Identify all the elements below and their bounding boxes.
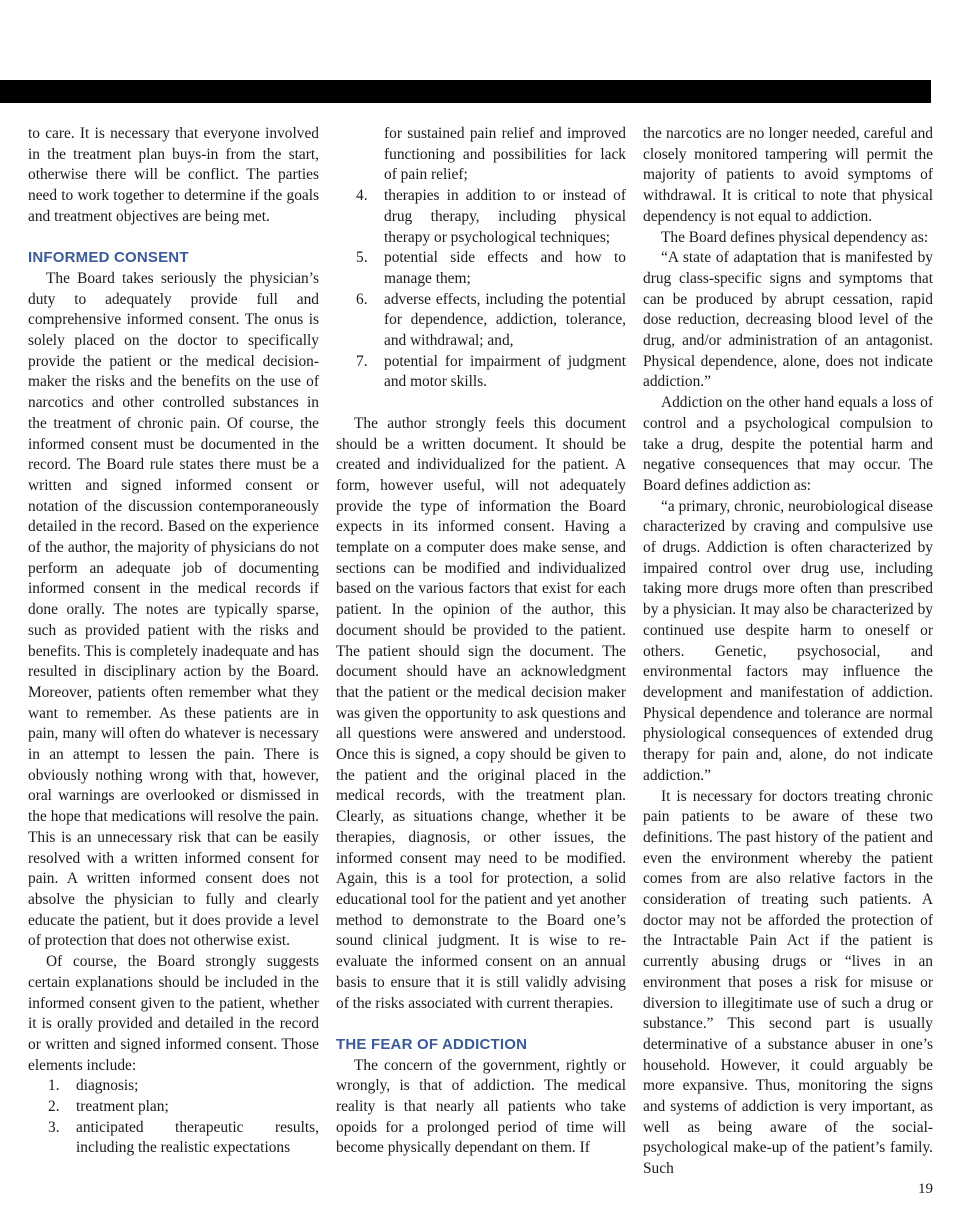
consent-elements-list [28, 1076, 319, 1159]
paragraph: The concern of the government, rightly or wrongly, is that of addiction. The medical reality is that nearly all patients who take opoids for a prolonged period of time will become physically dependant on them. If [336, 1056, 626, 1157]
section-heading-fear-of-addiction: THE FEAR OF ADDICTION [336, 1035, 528, 1053]
list-item: 6. adverse effects, including the potential for dependence, addiction, tolerance, and withdrawal; and, [356, 290, 626, 350]
list-item: 7. potential for impairment of judgment and motor skills. [356, 352, 626, 391]
paragraph: The author strongly feels this document should be a written document. It should be created and individualized for the patient. A form, however useful, will not adequately provide the type of information the Board expects in its informed consent. Having a template on a computer does make sense, and sections can be modified and individualized based on the various factors that exist for each patient. In the opinion of the author, this document should be provided to the patient. The patient should sign the document. The document should have an acknowledgment that the patient or the medical decision maker was given the opportunity to ask questions and all questions were answered and understood. Once this is signed, a copy should be given to the patient and the original placed in the medical records, with the treatment plan. Clearly, as situations change, whether it be therapies, diagnosis, or other issues, the informed consent may need to be modified. Again, this is a tool for protection, a solid educational tool for the patient and yet another method to demonstrate to the Board one’s sound clinical judgment. It is wise to re-evaluate the informed consent on an annual basis to ensure that it is still validly advising of the risks associated with current therapies. [336, 414, 626, 1012]
list-item: 5. potential side effects and how to manage them; [356, 249, 626, 287]
paragraph: It is necessary for doctors treating chronic pain patients to be aware of these two definitions. The past history of the patient and even the environment whereby the patient comes from are also relative factors in the consideration of treating such patients. A doctor may not be afforded the protection of the Intractable Pain Act if the patient is currently abusing drugs or “lives in an environment that poses a risk for misuse or diversion to illegitimate use of such a drug or substance.” This second part is usually determinative of a substance abuser in one’s household. However, it could arguably be more expansive. Thus, monitoring the signs and systems of addiction is very important, as well as being aware of the social-psychological make-up of the patient’s family. Such [643, 787, 933, 1178]
list-item: 3. anticipated therapeutic results, including the realistic expectations [48, 1118, 319, 1157]
list-item: 4. therapies in addition to or instead of drug therapy, including physical therapy or psychological techniques; [356, 187, 626, 246]
section-heading-informed-consent: INFORMED CONSENT [28, 249, 189, 267]
column-3 [643, 124, 933, 1180]
paragraph: Of course, the Board strongly suggests certain explanations should be included in the informed consent given to the patient, whether it is orally provided and detailed in the record or written and signed informed consent. Those elements include: [28, 953, 319, 1074]
quote-paragraph: “a primary, chronic, neurobiological disease characterized by craving and compulsive use of drugs. Addiction is often characterized by impaired control over drug use, including taking more drugs more often than prescribed by a physician. It may also be characterized by continued use despite harm to oneself or others. Genetic, psychosocial, and environmental factors may influence the development and manifestation of addiction. Physical dependence and tolerance are normal physiological consequences of extended drug therapy for pain and, alone, do not indicate addiction.” [643, 497, 933, 784]
consent-elements-list [336, 186, 626, 393]
paragraph: Addiction on the other hand equals a loss of control and a psychological compulsion to take a drug, despite the potential harm and negative consequences that may occur. The Board defines addiction as: [643, 394, 933, 494]
quote-paragraph: “A state of adaptation that is manifested by drug class-specific signs and symptoms that can be produced by abrupt cessation, rapid dose reduction, decreasing blood level of the drug, and/or administration of an antagonist. Physical dependence, alone, does not indicate addiction.” [643, 249, 933, 391]
column-2 [336, 124, 626, 1159]
paragraph: The Board defines physical dependency as: [661, 228, 929, 246]
paragraph: to care. It is necessary that everyone involved in the treatment plan buys-in from the start, otherwise there will be conflict. The parties need to work together to determine if the goals and treatment objectives are being met. [28, 125, 319, 225]
list-item-continuation: for sustained pain relief and improved functioning and possibilities for lack of pain relief; [384, 125, 626, 184]
column-1 [28, 124, 319, 1159]
list-item: 1. diagnosis; [48, 1077, 139, 1095]
paragraph: The Board takes seriously the physician’s duty to adequately provide full and comprehensive informed consent. The onus is solely placed on the doctor to specifically provide the patient or the medical decision-maker the risks and the benefits on the use of narcotics and other controlled substances in the treatment of chronic pain. Of course, the informed consent must be documented in the record. The Board rule states there must be a written and signed informed consent or notation of the discussion contemporaneously detailed in the record. Based on the experience of the author, the majority of physicians do not perform an adequate job of documenting informed consent in the medical records if done orally. The notes are typically sparse, such as provided patient with the risks and benefits. This is completely inadequate and has resulted in disciplinary action by the Board. Moreover, patients often remember what they want to remember. As these patients are in pain, many will often do whatever is necessary in an attempt to lessen the pain. There is obviously nothing wrong with that, however, oral warnings are overlooked or dismissed in the hope that medications will resolve the pain. This is an unnecessary risk that can be easily resolved with a written informed consent for pain. A written informed consent does not absolve the physician to fully and clearly educate the patient, but it does provide a level of protection that does not otherwise exist. [28, 269, 319, 950]
page-number: 19 [918, 1181, 933, 1197]
paragraph: the narcotics are no longer needed, careful and closely monitored tampering will permit the majority of patients to avoid symptoms of withdrawal. It is critical to note that physical dependency is not equal to addiction. [643, 125, 933, 225]
list-item: 2. treatment plan; [48, 1098, 169, 1116]
header-bar [0, 80, 931, 103]
